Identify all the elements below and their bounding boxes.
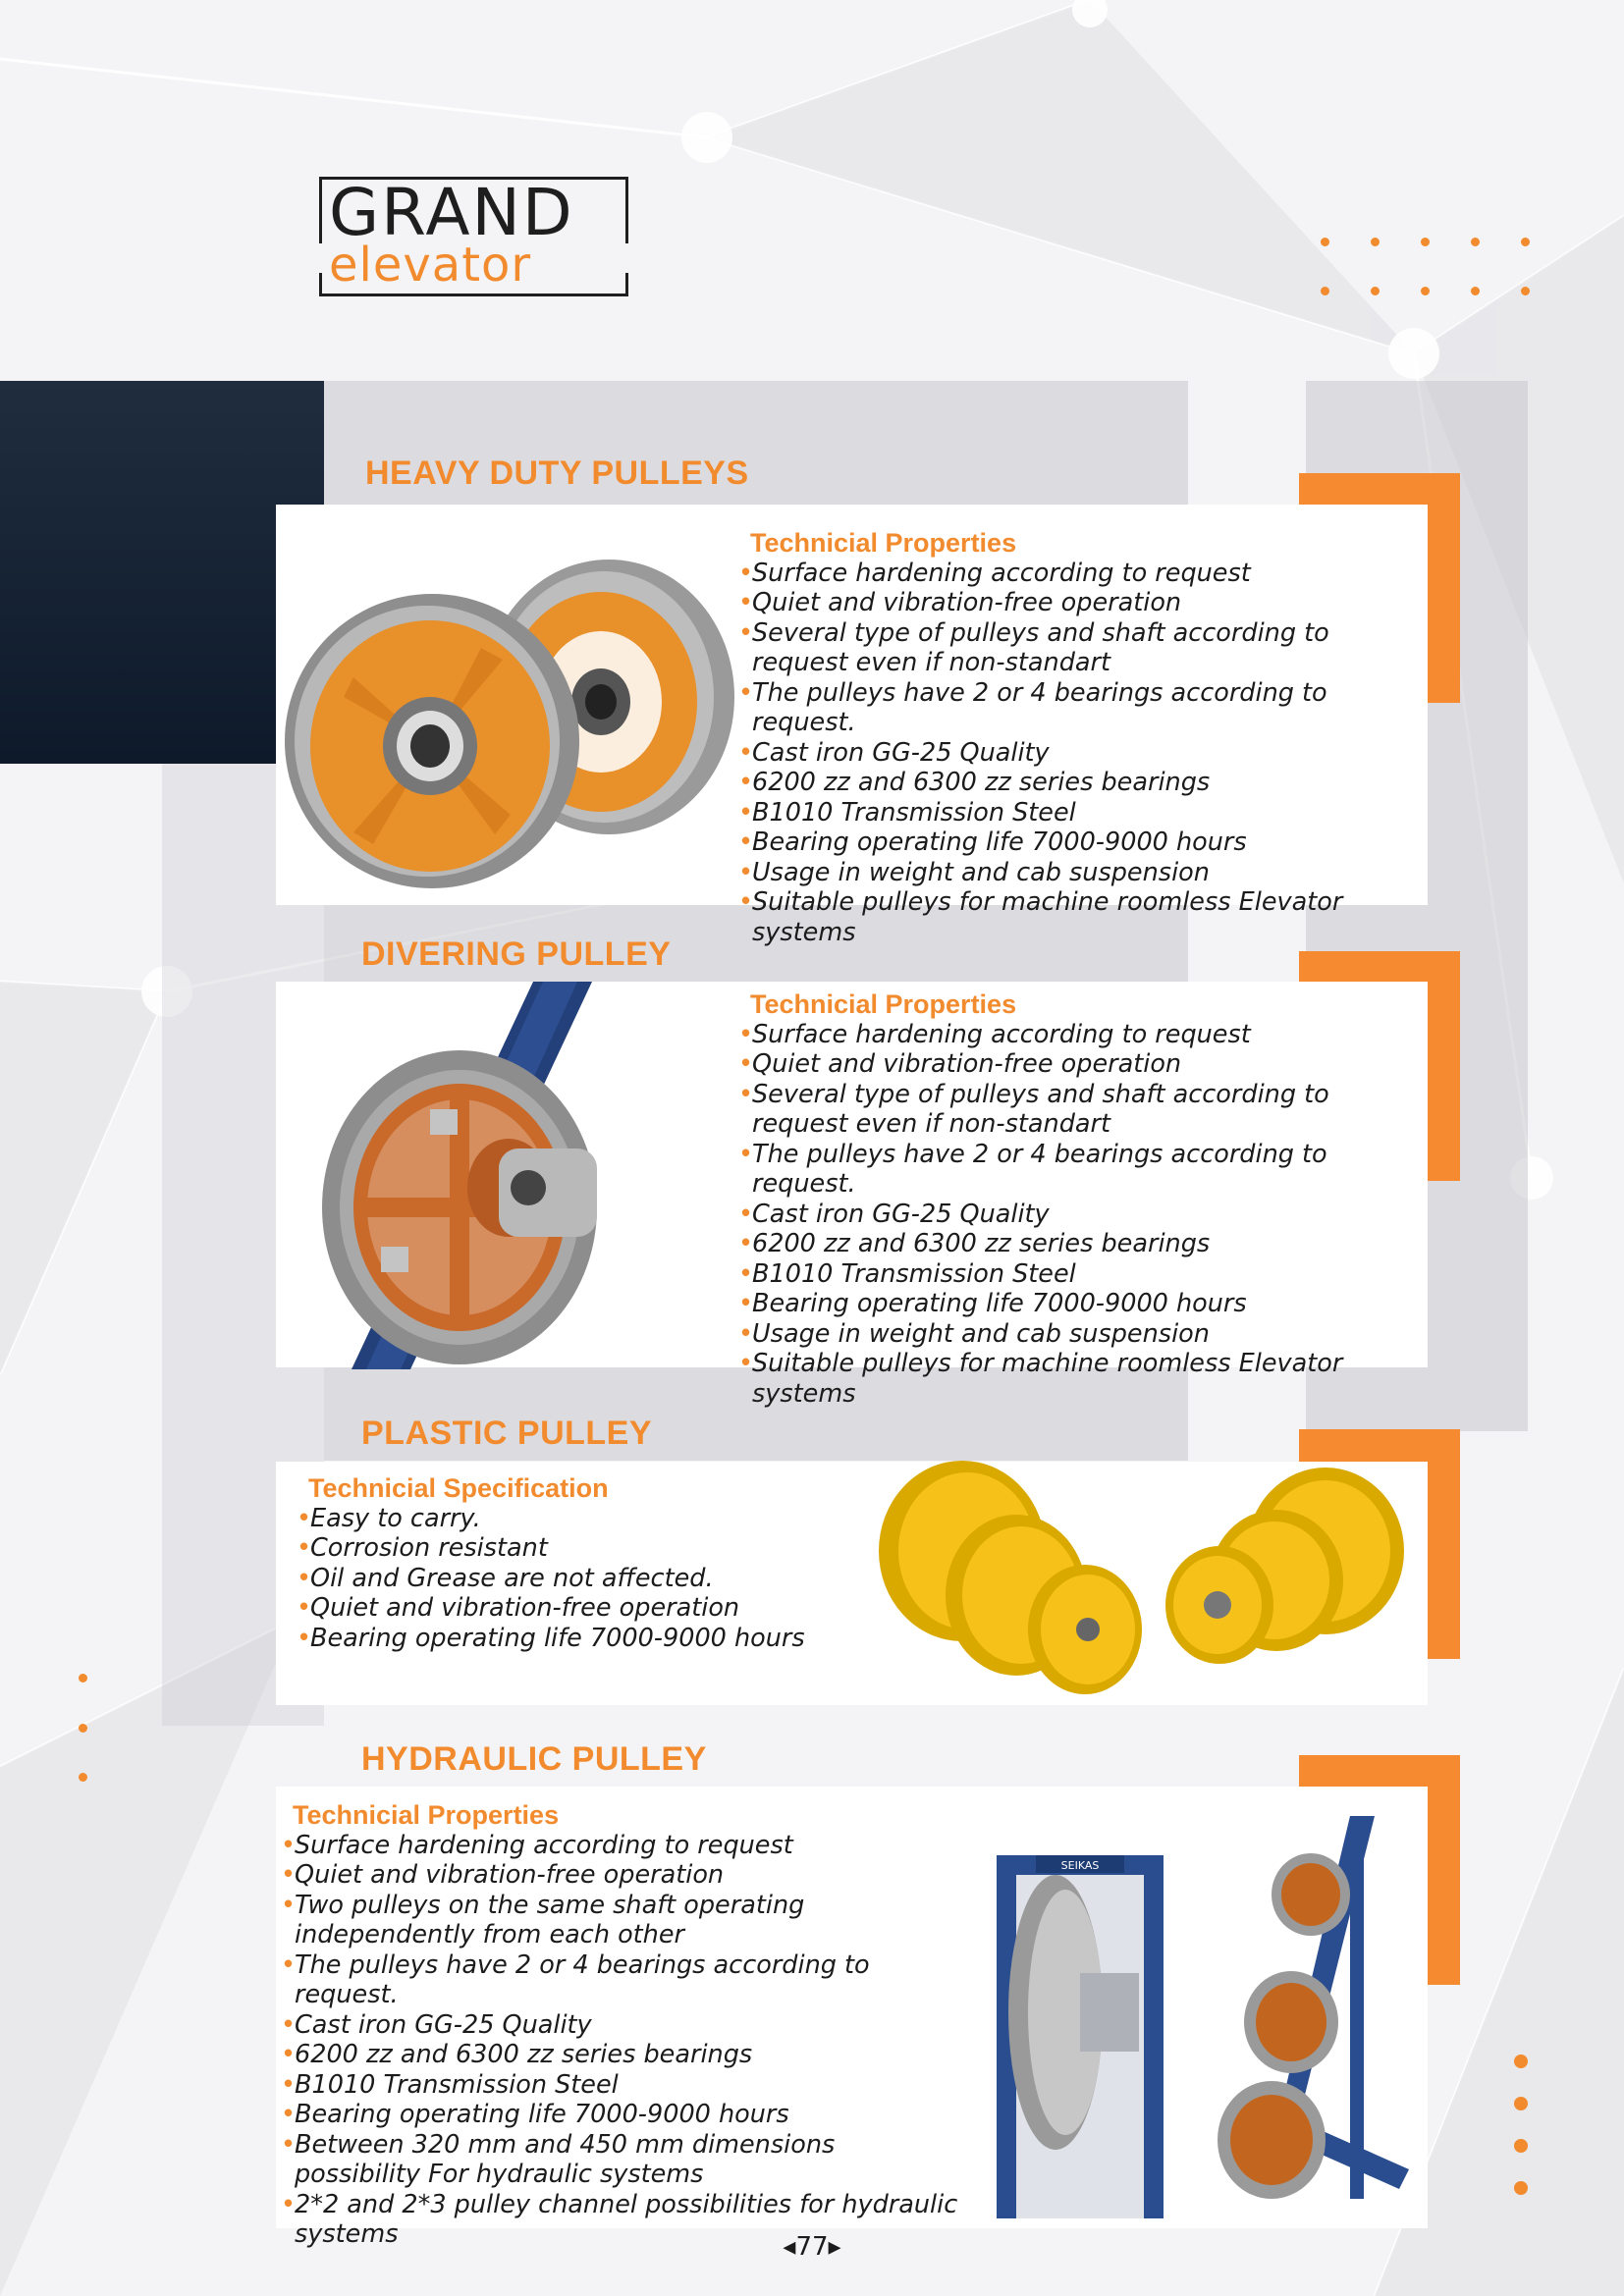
properties-heading: Technicial Properties [750, 528, 1017, 558]
plastic-pulley-image [864, 1458, 1414, 1698]
section-title-divering: DIVERING PULLEY [361, 935, 672, 973]
properties-list [297, 1504, 846, 1654]
list-item: • Surface hardening according to request [281, 1831, 968, 1861]
properties-list [738, 1020, 1416, 1410]
list-item: • Usage in weight and cab suspension [738, 1319, 1416, 1350]
list-item: • Cast iron GG-25 Quality [738, 738, 1416, 769]
list-item: • 6200 zz and 6300 zz series bearings [281, 2040, 968, 2070]
section-title-hydraulic: HYDRAULIC PULLEY [361, 1740, 707, 1778]
list-item: • Surface hardening according to request [738, 559, 1416, 589]
section-title-heavy-duty: HEAVY DUTY PULLEYS [365, 454, 749, 492]
photo-label-text: SEIKAS [1060, 1859, 1100, 1872]
properties-plastic [297, 1473, 846, 1653]
list-item: • B1010 Transmission Steel [281, 2070, 968, 2101]
list-item: • Suitable pulleys for machine roomless Elevator systems [738, 1349, 1416, 1409]
properties-list [281, 1831, 968, 2250]
page-number: ◂77▸ [783, 2232, 841, 2262]
list-item: • Between 320 mm and 450 mm dimensions possibility For hydraulic systems [281, 2130, 968, 2190]
list-item: • Several type of pulleys and shaft according to request even if non-standart [738, 618, 1416, 678]
list-item: • B1010 Transmission Steel [738, 1259, 1416, 1290]
list-item: • Quiet and vibration-free operation [281, 1860, 968, 1891]
list-item: • Cast iron GG-25 Quality [281, 2010, 968, 2041]
properties-heading: Technicial Properties [750, 989, 1017, 1019]
list-item: • Quiet and vibration-free operation [738, 1049, 1416, 1080]
list-item: • Corrosion resistant [297, 1533, 846, 1564]
list-item: • Several type of pulleys and shaft according to request even if non-standart [738, 1080, 1416, 1140]
list-item: • Quiet and vibration-free operation [738, 588, 1416, 618]
properties-heading: Technicial Specification [308, 1473, 609, 1503]
list-item: • The pulleys have 2 or 4 bearings according to request. [738, 678, 1416, 738]
list-item: • Quiet and vibration-free operation [297, 1593, 846, 1624]
logo-frame-gap-right [623, 243, 632, 273]
page-number-value: 77 [795, 2232, 829, 2262]
list-item: • B1010 Transmission Steel [738, 798, 1416, 828]
list-item: • Cast iron GG-25 Quality [738, 1200, 1416, 1230]
divering-pulley-image [312, 982, 725, 1369]
hydraulic-pulley-image [997, 1816, 1429, 2218]
list-item: • Bearing operating life 7000-9000 hours [738, 1289, 1416, 1319]
list-item: • Suitable pulleys for machine roomless Elevator systems [738, 887, 1416, 947]
list-item: • The pulleys have 2 or 4 bearings according to request. [281, 1950, 968, 2010]
list-item: • The pulleys have 2 or 4 bearings according to request. [738, 1140, 1416, 1200]
list-item: • 6200 zz and 6300 zz series bearings [738, 1229, 1416, 1259]
properties-divering [738, 989, 1416, 1409]
list-item: • Oil and Grease are not affected. [297, 1564, 846, 1594]
properties-heading: Technicial Properties [293, 1800, 560, 1830]
list-item: • 2*2 and 2*3 pulley channel possibilities for hydraulic systems [281, 2190, 968, 2250]
list-item: • Bearing operating life 7000-9000 hours [738, 828, 1416, 858]
properties-heavy-duty [738, 528, 1416, 947]
list-item: • Easy to carry. [297, 1504, 846, 1534]
list-item: • Two pulleys on the same shaft operating independently from each other [281, 1891, 968, 1950]
logo-frame-gap-left [319, 243, 329, 273]
heavy-duty-pulleys-image [285, 550, 736, 893]
brand-logo [319, 177, 628, 296]
list-item: • Bearing operating life 7000-9000 hours [297, 1624, 846, 1654]
section-title-plastic: PLASTIC PULLEY [361, 1415, 653, 1452]
list-item: • Usage in weight and cab suspension [738, 858, 1416, 888]
properties-list [738, 559, 1416, 948]
logo-word-elevator: elevator [329, 238, 532, 293]
list-item: • Surface hardening according to request [738, 1020, 1416, 1050]
list-item: • 6200 zz and 6300 zz series bearings [738, 768, 1416, 798]
properties-hydraulic [281, 1800, 968, 2250]
logo-word-grand: GRAND [329, 175, 574, 250]
list-item: • Bearing operating life 7000-9000 hours [281, 2100, 968, 2130]
